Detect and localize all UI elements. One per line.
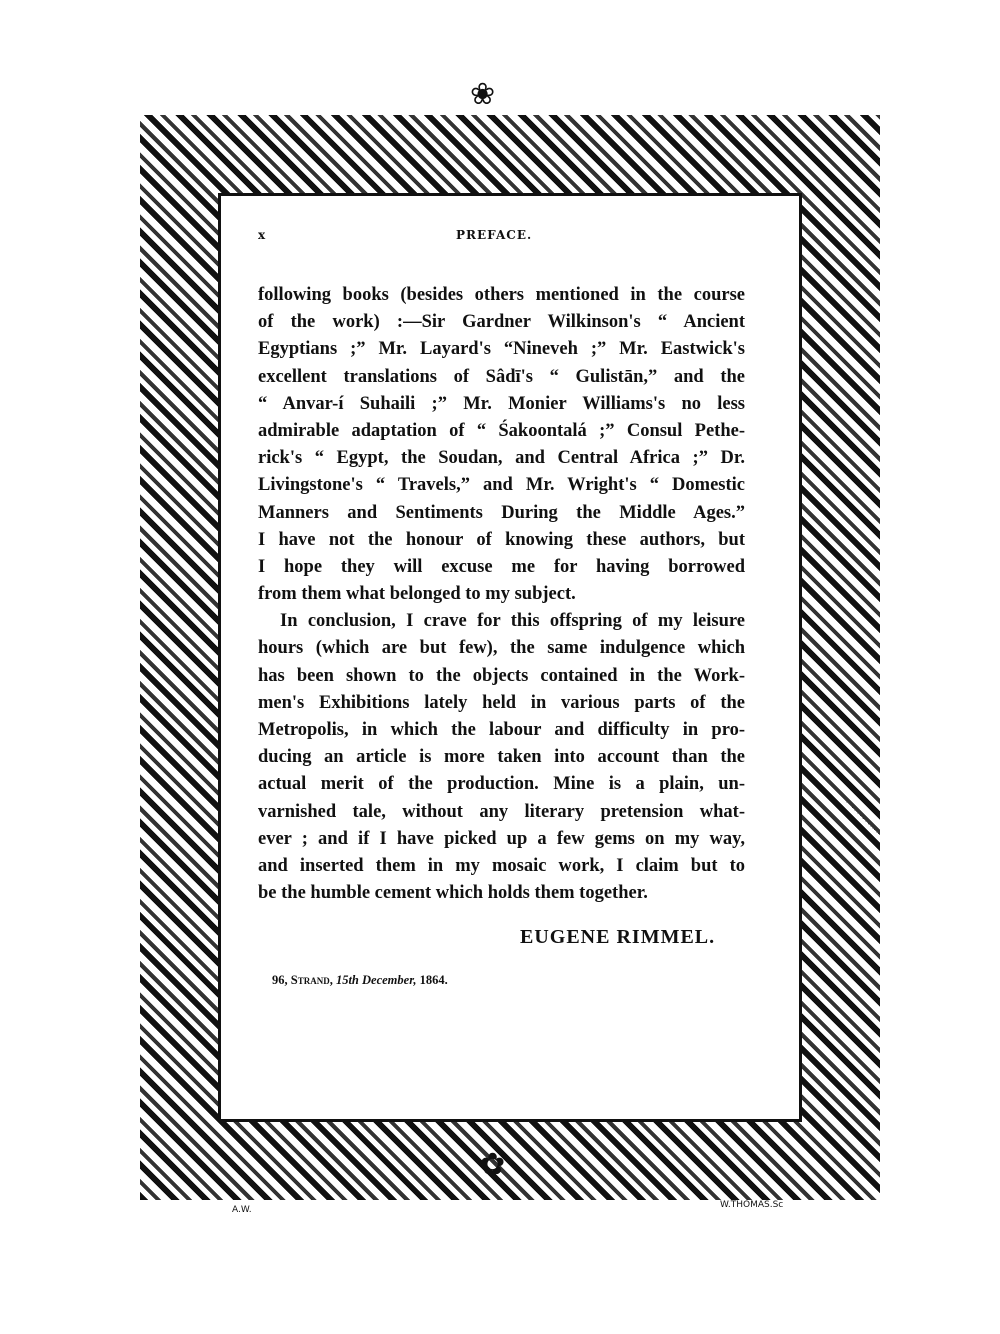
- author-signature: EUGENE RIMMEL.: [520, 926, 716, 948]
- dateline-place: Strand,: [290, 973, 333, 987]
- text-line: ever ; and if I have picked up a few gems on my way,: [258, 828, 745, 849]
- running-header: [258, 228, 745, 252]
- urn-ornament-bottom: ✿: [480, 1147, 506, 1182]
- body-text: [258, 282, 745, 907]
- text-line: be the humble cement which holds them together.: [258, 883, 648, 904]
- text-line: and inserted them in my mosaic work, I claim but to: [258, 855, 745, 876]
- text-line: Livingstone's “ Travels,” and Mr. Wright's “ Domestic: [258, 475, 745, 496]
- text-line: from them what belonged to my subject.: [258, 584, 576, 605]
- text-line: admirable adaptation of “ Śakoontalá ;” Consul Pethe-: [258, 420, 745, 441]
- text-page: [258, 228, 745, 907]
- text-line: rick's “ Egypt, the Soudan, and Central Africa ;” Dr.: [258, 448, 745, 469]
- text-line: men's Exhibitions lately held in various parts of the: [258, 692, 745, 713]
- running-title: PREFACE.: [456, 228, 533, 242]
- text-line: Egyptians ;” Mr. Layard's “Nineveh ;” Mr. Eastwick's: [258, 339, 745, 360]
- dateline-number: 96,: [272, 973, 288, 987]
- rose-ornament-top: ❀: [470, 77, 496, 112]
- text-line: I have not the honour of knowing these authors, but: [258, 529, 745, 550]
- text-line: actual merit of the production. Mine is a plain, un-: [258, 774, 745, 795]
- dateline-month: December,: [362, 973, 417, 987]
- engraver-mark-left: A.W.: [232, 1205, 252, 1215]
- text-line: following books (besides others mentioned in the course: [258, 285, 745, 305]
- text-line: varnished tale, without any literary pretension what-: [258, 801, 745, 822]
- text-line: “ Anvar-í Suhaili ;” Mr. Monier Williams's no less: [258, 393, 745, 414]
- dateline-year: 1864.: [419, 973, 448, 987]
- text-line: ducing an article is more taken into account than the: [258, 747, 745, 768]
- page-number: x: [258, 228, 267, 242]
- text-line: excellent translations of Sâdī's “ Gulistān,” and the: [258, 366, 745, 387]
- text-line: of the work) :—Sir Gardner Wilkinson's “ Ancient: [258, 312, 745, 333]
- text-line: Metropolis, in which the labour and difficulty in pro-: [258, 720, 745, 740]
- dateline-day: 15th: [335, 973, 359, 987]
- text-line: I hope they will excuse me for having borrowed: [258, 556, 745, 577]
- text-line: hours (which are but few), the same indulgence which: [258, 638, 745, 659]
- text-line: In conclusion, I crave for this offspring of my leisure: [280, 611, 745, 632]
- text-line: has been shown to the objects contained in the Work-: [258, 665, 745, 686]
- dateline: [272, 973, 448, 988]
- text-line: Manners and Sentiments During the Middle Ages.”: [258, 502, 745, 523]
- engraver-mark-right: W.THOMAS.Sc: [720, 1200, 784, 1210]
